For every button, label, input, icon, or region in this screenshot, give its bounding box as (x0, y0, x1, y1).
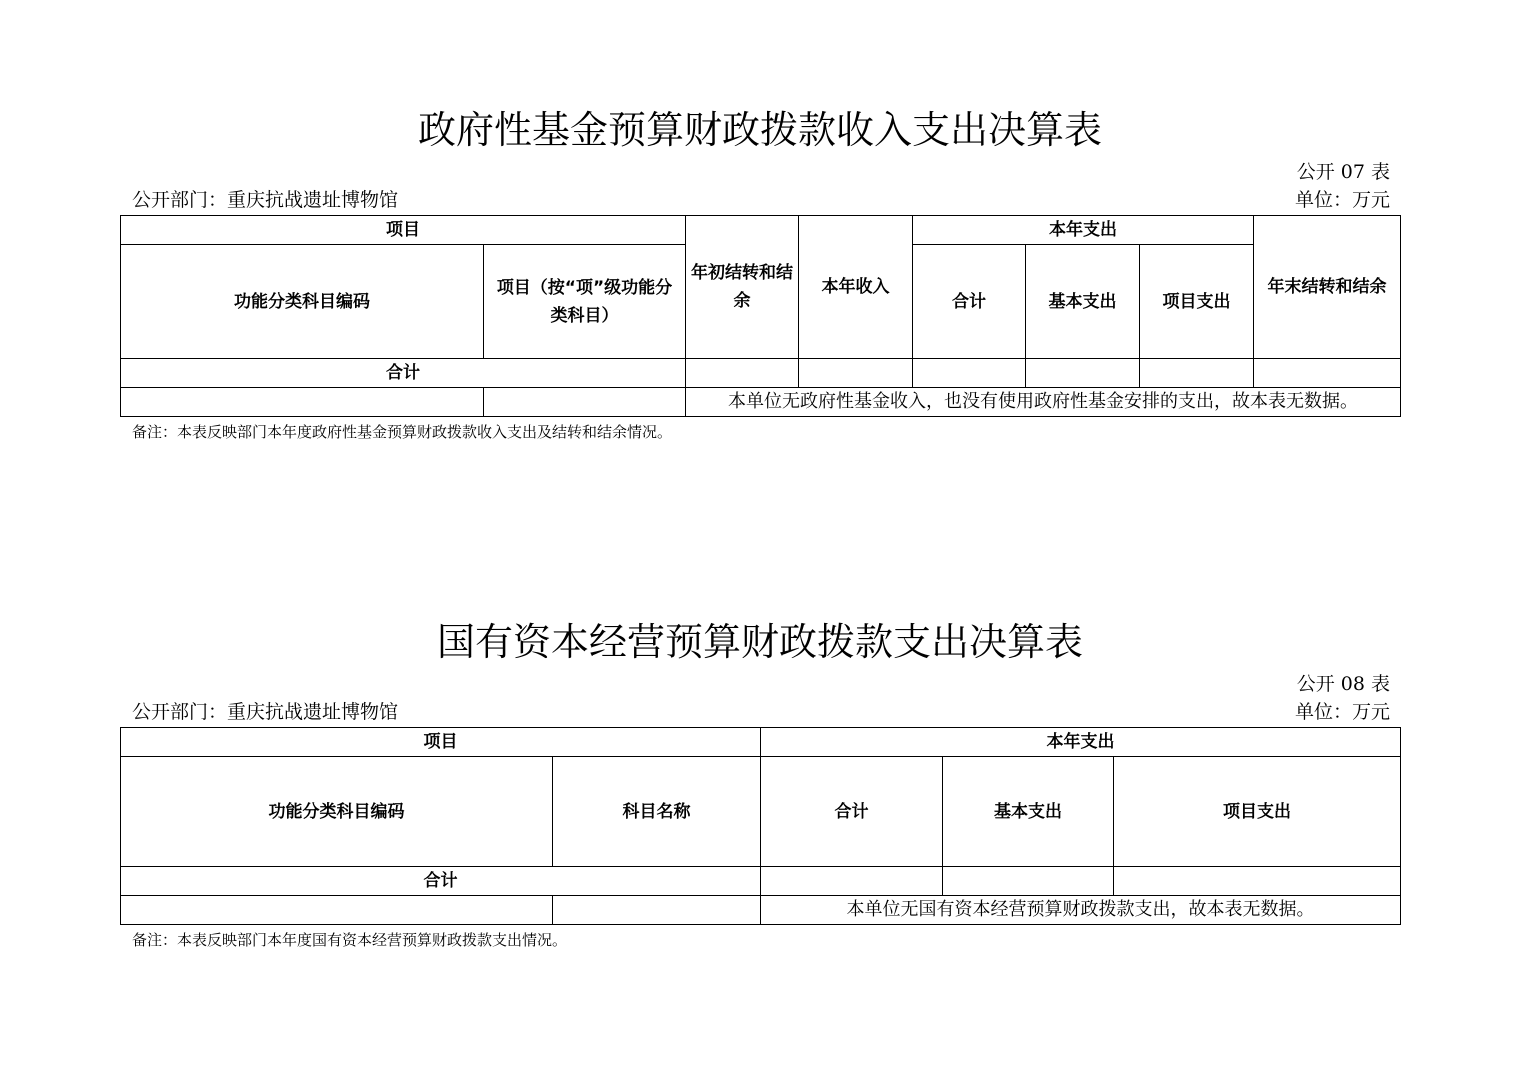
table7-title: 政府性基金预算财政拨款收入支出决算表 (417, 108, 1102, 152)
table7-header-project: 项目支出 (1140, 245, 1254, 359)
table8 (120, 727, 1401, 925)
table-cell (1254, 359, 1401, 388)
table8-unit: 单位：万元 (1294, 701, 1390, 723)
table8-header-total: 合计 (761, 757, 943, 867)
table8-number: 公开 08 表 (1296, 673, 1390, 695)
table-cell (761, 867, 943, 896)
table8-remark: 备注：本表反映部门本年度国有资本经营预算财政拨款支出情况。 (132, 931, 568, 949)
table-cell (121, 388, 484, 417)
table8-header-project: 项目支出 (1114, 757, 1401, 867)
table-cell (913, 359, 1026, 388)
table7-header-expense: 本年支出 (913, 216, 1254, 245)
table7-header-func-code: 功能分类科目编码 (121, 245, 484, 359)
table7 (120, 215, 1401, 417)
table7-header-item: 项目 (121, 216, 686, 245)
table7-header-begin-balance: 年初结转和结余 (686, 216, 799, 359)
table-cell (1140, 359, 1254, 388)
table-cell (553, 896, 761, 925)
table8-total-label: 合计 (121, 867, 761, 896)
table7-header-item-by-level: 项目（按“项”级功能分类科目） (484, 245, 686, 359)
table8-header-subject-name: 科目名称 (553, 757, 761, 867)
table-cell (686, 359, 799, 388)
table-cell (1114, 867, 1401, 896)
table7-unit: 单位：万元 (1294, 189, 1390, 211)
table-cell (943, 867, 1114, 896)
table-cell (121, 896, 553, 925)
table-cell (484, 388, 686, 417)
table7-header-total: 合计 (913, 245, 1026, 359)
table7-header-end-balance: 年末结转和结余 (1254, 216, 1401, 359)
table8-header-basic: 基本支出 (943, 757, 1114, 867)
table7-header-income: 本年收入 (799, 216, 913, 359)
table8-title: 国有资本经营预算财政拨款支出决算表 (436, 620, 1083, 664)
table7-department: 公开部门：重庆抗战遗址博物馆 (132, 189, 399, 211)
table-cell (799, 359, 913, 388)
table-cell (1026, 359, 1140, 388)
table7-no-data-note: 本单位无政府性基金收入，也没有使用政府性基金安排的支出，故本表无数据。 (686, 388, 1401, 417)
table8-no-data-note: 本单位无国有资本经营预算财政拨款支出，故本表无数据。 (761, 896, 1401, 925)
table7-total-label: 合计 (121, 359, 686, 388)
table7-header-basic: 基本支出 (1026, 245, 1140, 359)
table8-header-item: 项目 (121, 728, 761, 757)
table8-header-expense: 本年支出 (761, 728, 1401, 757)
table8-header-func-code: 功能分类科目编码 (121, 757, 553, 867)
table7-number: 公开 07 表 (1296, 161, 1390, 183)
table8-department: 公开部门：重庆抗战遗址博物馆 (132, 701, 399, 723)
table7-remark: 备注：本表反映部门本年度政府性基金预算财政拨款收入支出及结转和结余情况。 (132, 423, 673, 441)
